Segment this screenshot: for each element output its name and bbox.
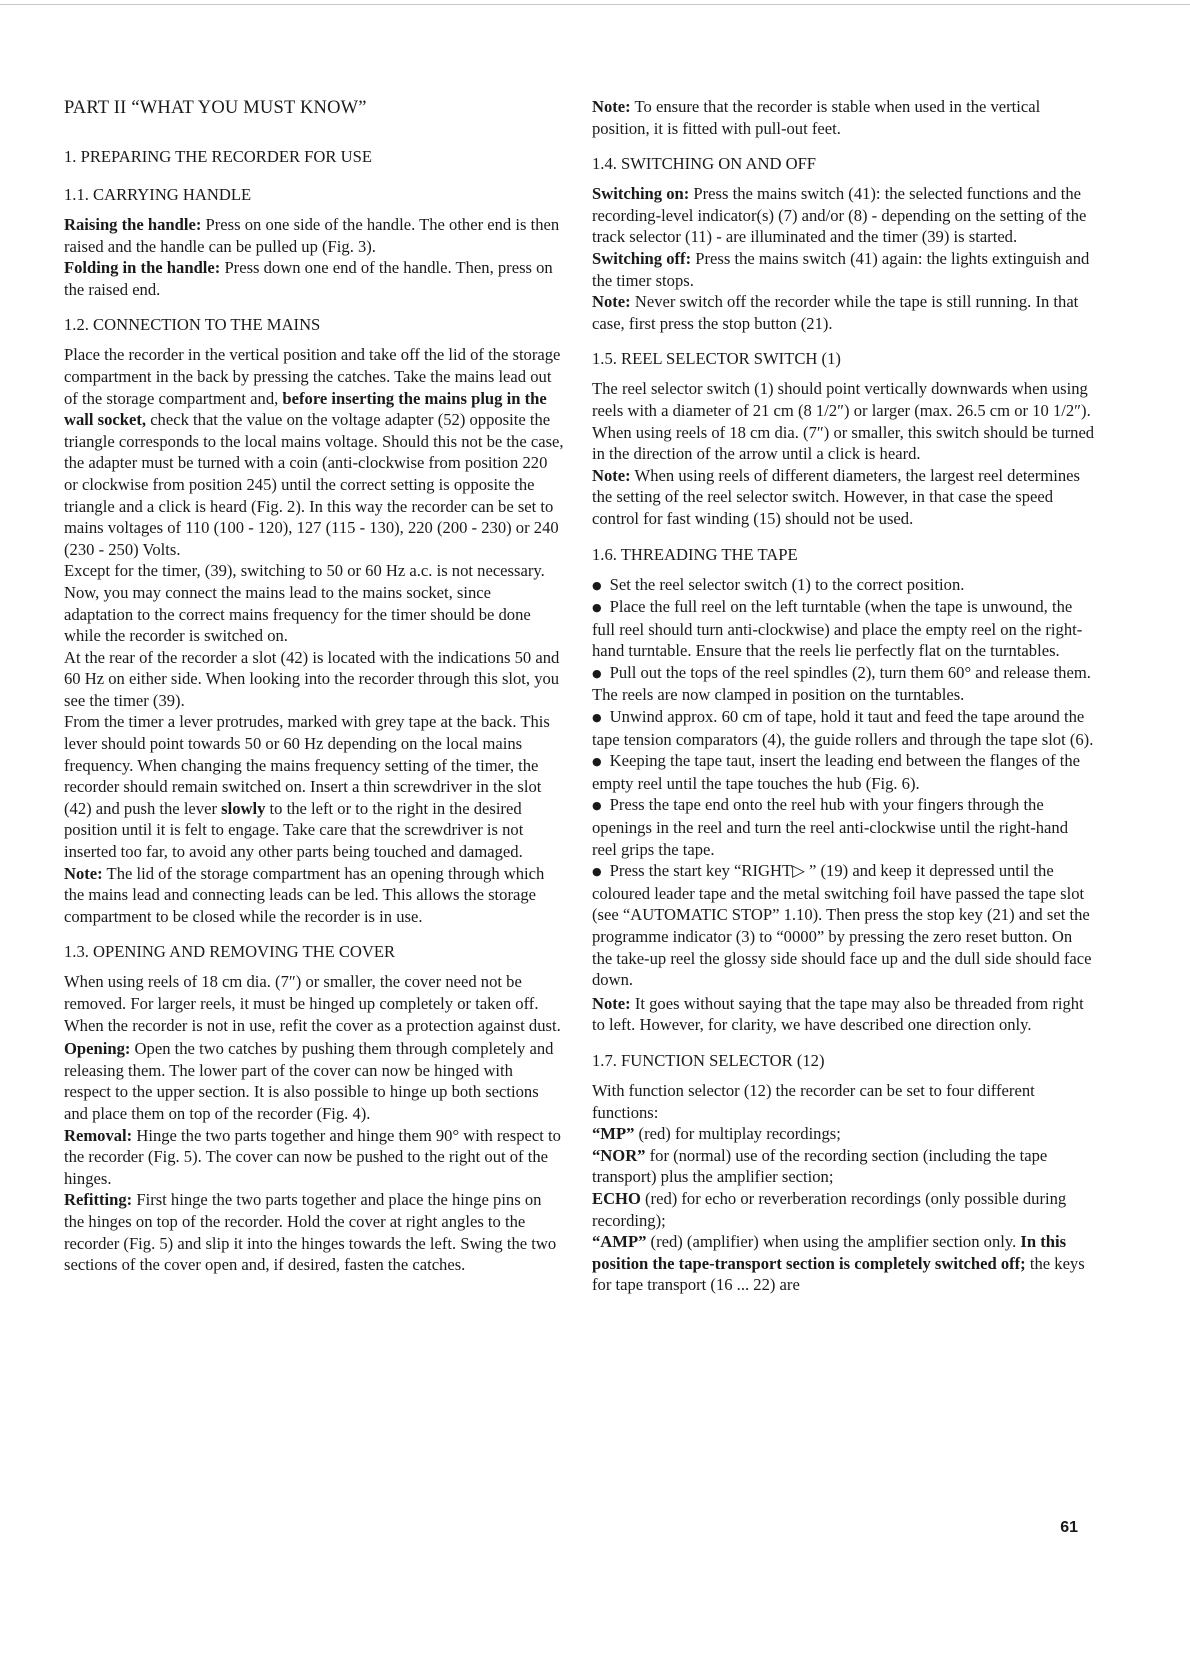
section-1-5 (592, 348, 1096, 529)
part-title: PART II “WHAT YOU MUST KNOW” (64, 98, 367, 118)
threading-step: ● Press the start key “RIGHT▷ ” (19) and keep it depressed until the coloured leader tape and the metal switching foil have passed the tape slot (see “AUTOMATIC STOP” 1.10). Then press the stop key (21) and set the programme indicator (3) to “0000” by pressing the zero reset button. On the take-up reel the glossy side should face up and the dull side should face down. (592, 861, 1092, 990)
threading-step: ● Pull out the tops of the reel spindles (2), turn them 60° and release them. The reels are now clamped in position on the turntables. (592, 662, 1091, 705)
section-1-1 (64, 184, 564, 300)
function-echo: ECHO (red) for echo or reverberation recordings (only possible during recording); (592, 1188, 1067, 1230)
section-1-4-title: 1.4. SWITCHING ON AND OFF (592, 154, 817, 174)
function-nor: “NOR” for (normal) use of the recording section (including the tape transport) plus the amplifier section; (592, 1145, 1048, 1187)
bullet-icon: ● (592, 865, 602, 879)
switching-note: Note: Never switch off the recorder while the tape is still running. In that case, first press the stop button (21). (592, 292, 1079, 333)
function-intro: With function selector (12) the recorder can be set to four different functions: (592, 1080, 1035, 1122)
reel-selector-note: Note: When using reels of different diameters, the largest reel determines the setting of the reel selector switch. However, in that case the speed control for fast winding (15) should not be used. (592, 465, 1080, 528)
section-1-6-title: 1.6. THREADING THE TAPE (592, 544, 798, 564)
threading-note: Note: It goes without saying that the tape may also be threaded from right to left. However, for clarity, we have described one direction only. (592, 993, 1084, 1035)
section-1-title: 1. PREPARING THE RECORDER FOR USE (64, 147, 372, 166)
section-1-7-title: 1.7. FUNCTION SELECTOR (12) (592, 1050, 825, 1070)
raising-handle-paragraph: Raising the handle: Press on one side of the handle. The other end is then raised and the handle can be pulled up (Fig. 3). (64, 215, 560, 256)
bullet-icon: ● (592, 666, 602, 680)
switching-off: Switching off: Press the mains switch (41) again: the lights extinguish and the timer stops. (592, 248, 1090, 290)
bullet-icon: ● (592, 601, 602, 615)
threading-step: ● Keeping the tape taut, insert the leading end between the flanges of the empty reel until the tape touches the hub (Fig. 6). (592, 751, 1081, 793)
mains-paragraph-1: Place the recorder in the vertical position and take off the lid of the storage compartment in the back by pressing the catches. Take the mains lead out of the storage compartment and, before inserting the mains plug in the wall socket, check that the value on the voltage adapter (52) opposite the triangle corresponds to the local mains voltage. Should this not be the case, the adapter must be turned with a coin (anti-clockwise from position 220 or clockwise from position 245) until the correct setting is opposite the triangle and a click is heard (Fig. 2). In this way the recorder can be set to mains voltages of 110 (100 - 120), 127 (115 - 130), 220 (200 - 230) or 240 (230 - 250) Volts. (64, 345, 564, 559)
page-number: 61 (1060, 1519, 1078, 1536)
right-column (592, 96, 1096, 1296)
threading-step: ● Unwind approx. 60 cm of tape, hold it taut and feed the tape around the tape tension comparators (4), the guide rollers and through the tape slot (6). (592, 707, 1094, 749)
function-amp: “AMP” (red) (amplifier) when using the amplifier section only. In this position the tape-transport section is completely switched off; the keys for tape transport (16 ... 22) are (592, 1232, 1085, 1295)
section-1-2-title: 1.2. CONNECTION TO THE MAINS (64, 315, 321, 335)
folding-handle-label: Folding in the handle: (64, 258, 221, 278)
section-1-2 (64, 314, 564, 927)
section-1-4 (592, 153, 1096, 334)
cover-opening: Opening: Open the two catches by pushing them through completely and releasing them. The lower part of the cover can now be hinged with respect to the upper section. It is also possible to hinge up both sections and place them on top of the recorder (Fig. 4). (64, 1039, 554, 1123)
cover-paragraph-1: When using reels of 18 cm dia. (7″) or smaller, the cover need not be removed. For larger reels, it must be hinged up completely or taken off. When the recorder is not in use, refit the cover as a protection against dust. (64, 972, 561, 1035)
bullet-icon: ● (592, 578, 602, 592)
top-scan-rule (0, 4, 1190, 5)
mains-note: Note: The lid of the storage compartment has an opening through which the mains lead and connecting leads can be led. This allows the storage compartment to be closed while the recorder is in use. (64, 863, 545, 926)
section-1-3 (64, 941, 564, 1275)
section-1-1-title: 1.1. CARRYING HANDLE (64, 185, 252, 204)
mains-paragraph-3: At the rear of the recorder a slot (42) is located with the indications 50 and 60 Hz on either side. When looking into the recorder through this slot, you see the timer (39). (64, 647, 560, 710)
section-1-3-title: 1.3. OPENING AND REMOVING THE COVER (64, 942, 396, 962)
reel-selector-paragraph: The reel selector switch (1) should point vertically downwards when using reels with a diameter of 21 cm (8 1/2″) or larger (max. 26.5 cm or 10 1/2″). When using reels of 18 cm dia. (7″) or smaller, this switch should be turned in the direction of the arrow until a click is heard. (592, 379, 1095, 464)
mains-paragraph-4: From the timer a lever protrudes, marked with grey tape at the back. This lever should point towards 50 or 60 Hz depending on the local mains frequency. When changing the mains frequency setting of the timer, the recorder should remain switched on. Insert a thin screwdriver in the slot (42) and push the lever slowly to the left or to the right in the desired position until it is felt to engage. Take care that the screwdriver is not inserted too far, to avoid any other parts being touched and damaged. (64, 712, 550, 862)
cover-removal: Removal: Hinge the two parts together and hinge them 90° with respect to the recorder (Fig. 5). The cover can now be pushed to the right out of the hinges. (64, 1125, 561, 1188)
raising-handle-label: Raising the handle: (64, 215, 202, 234)
function-mp: “MP” (red) for multiplay recordings; (592, 1124, 841, 1144)
folding-handle-paragraph: Folding in the handle: Press down one end of the handle. Then, press on the raised end. (64, 258, 553, 299)
mains-paragraph-2: Except for the timer, (39), switching to 50 or 60 Hz a.c. is not necessary. Now, you may connect the mains lead to the mains socket, since adaptation to the correct mains frequency for the timer should be done while the recorder is switched on. (64, 561, 545, 646)
bullet-icon: ● (592, 755, 602, 769)
section-1-5-title: 1.5. REEL SELECTOR SWITCH (1) (592, 349, 841, 369)
section-1-6 (592, 544, 1096, 1036)
bullet-icon: ● (592, 711, 602, 725)
threading-step: ● Place the full reel on the left turntable (when the tape is unwound, the full reel should turn anti-clockwise) and place the empty reel on the right-hand turntable. Ensure that the reels lie perfectly flat on the turntables. (592, 597, 1083, 661)
switching-on: Switching on: Press the mains switch (41): the selected functions and the recording-level indicator(s) (7) and/or (8) - depending on the setting of the track selector (11) - are illuminated and the timer (39) is started. (592, 184, 1087, 247)
threading-step: ● Press the tape end onto the reel hub with your fingers through the openings in the reel and turn the reel anti-clockwise until the right-hand reel grips the tape. (592, 795, 1069, 859)
section-1-7 (592, 1050, 1096, 1296)
left-column (64, 96, 564, 1276)
stability-note: Note: To ensure that the recorder is stable when used in the vertical position, it is fitted with pull-out feet. (592, 97, 1041, 138)
threading-step: ● Set the reel selector switch (1) to the correct position. (592, 574, 965, 594)
bullet-icon: ● (592, 799, 602, 813)
cover-refitting: Refitting: First hinge the two parts together and place the hinge pins on the hinges on top of the recorder. Hold the cover at right angles to the recorder (Fig. 5) and slip it into the hinges towards the left. Swing the two sections of the cover open and, if desired, fasten the catches. (64, 1190, 557, 1275)
